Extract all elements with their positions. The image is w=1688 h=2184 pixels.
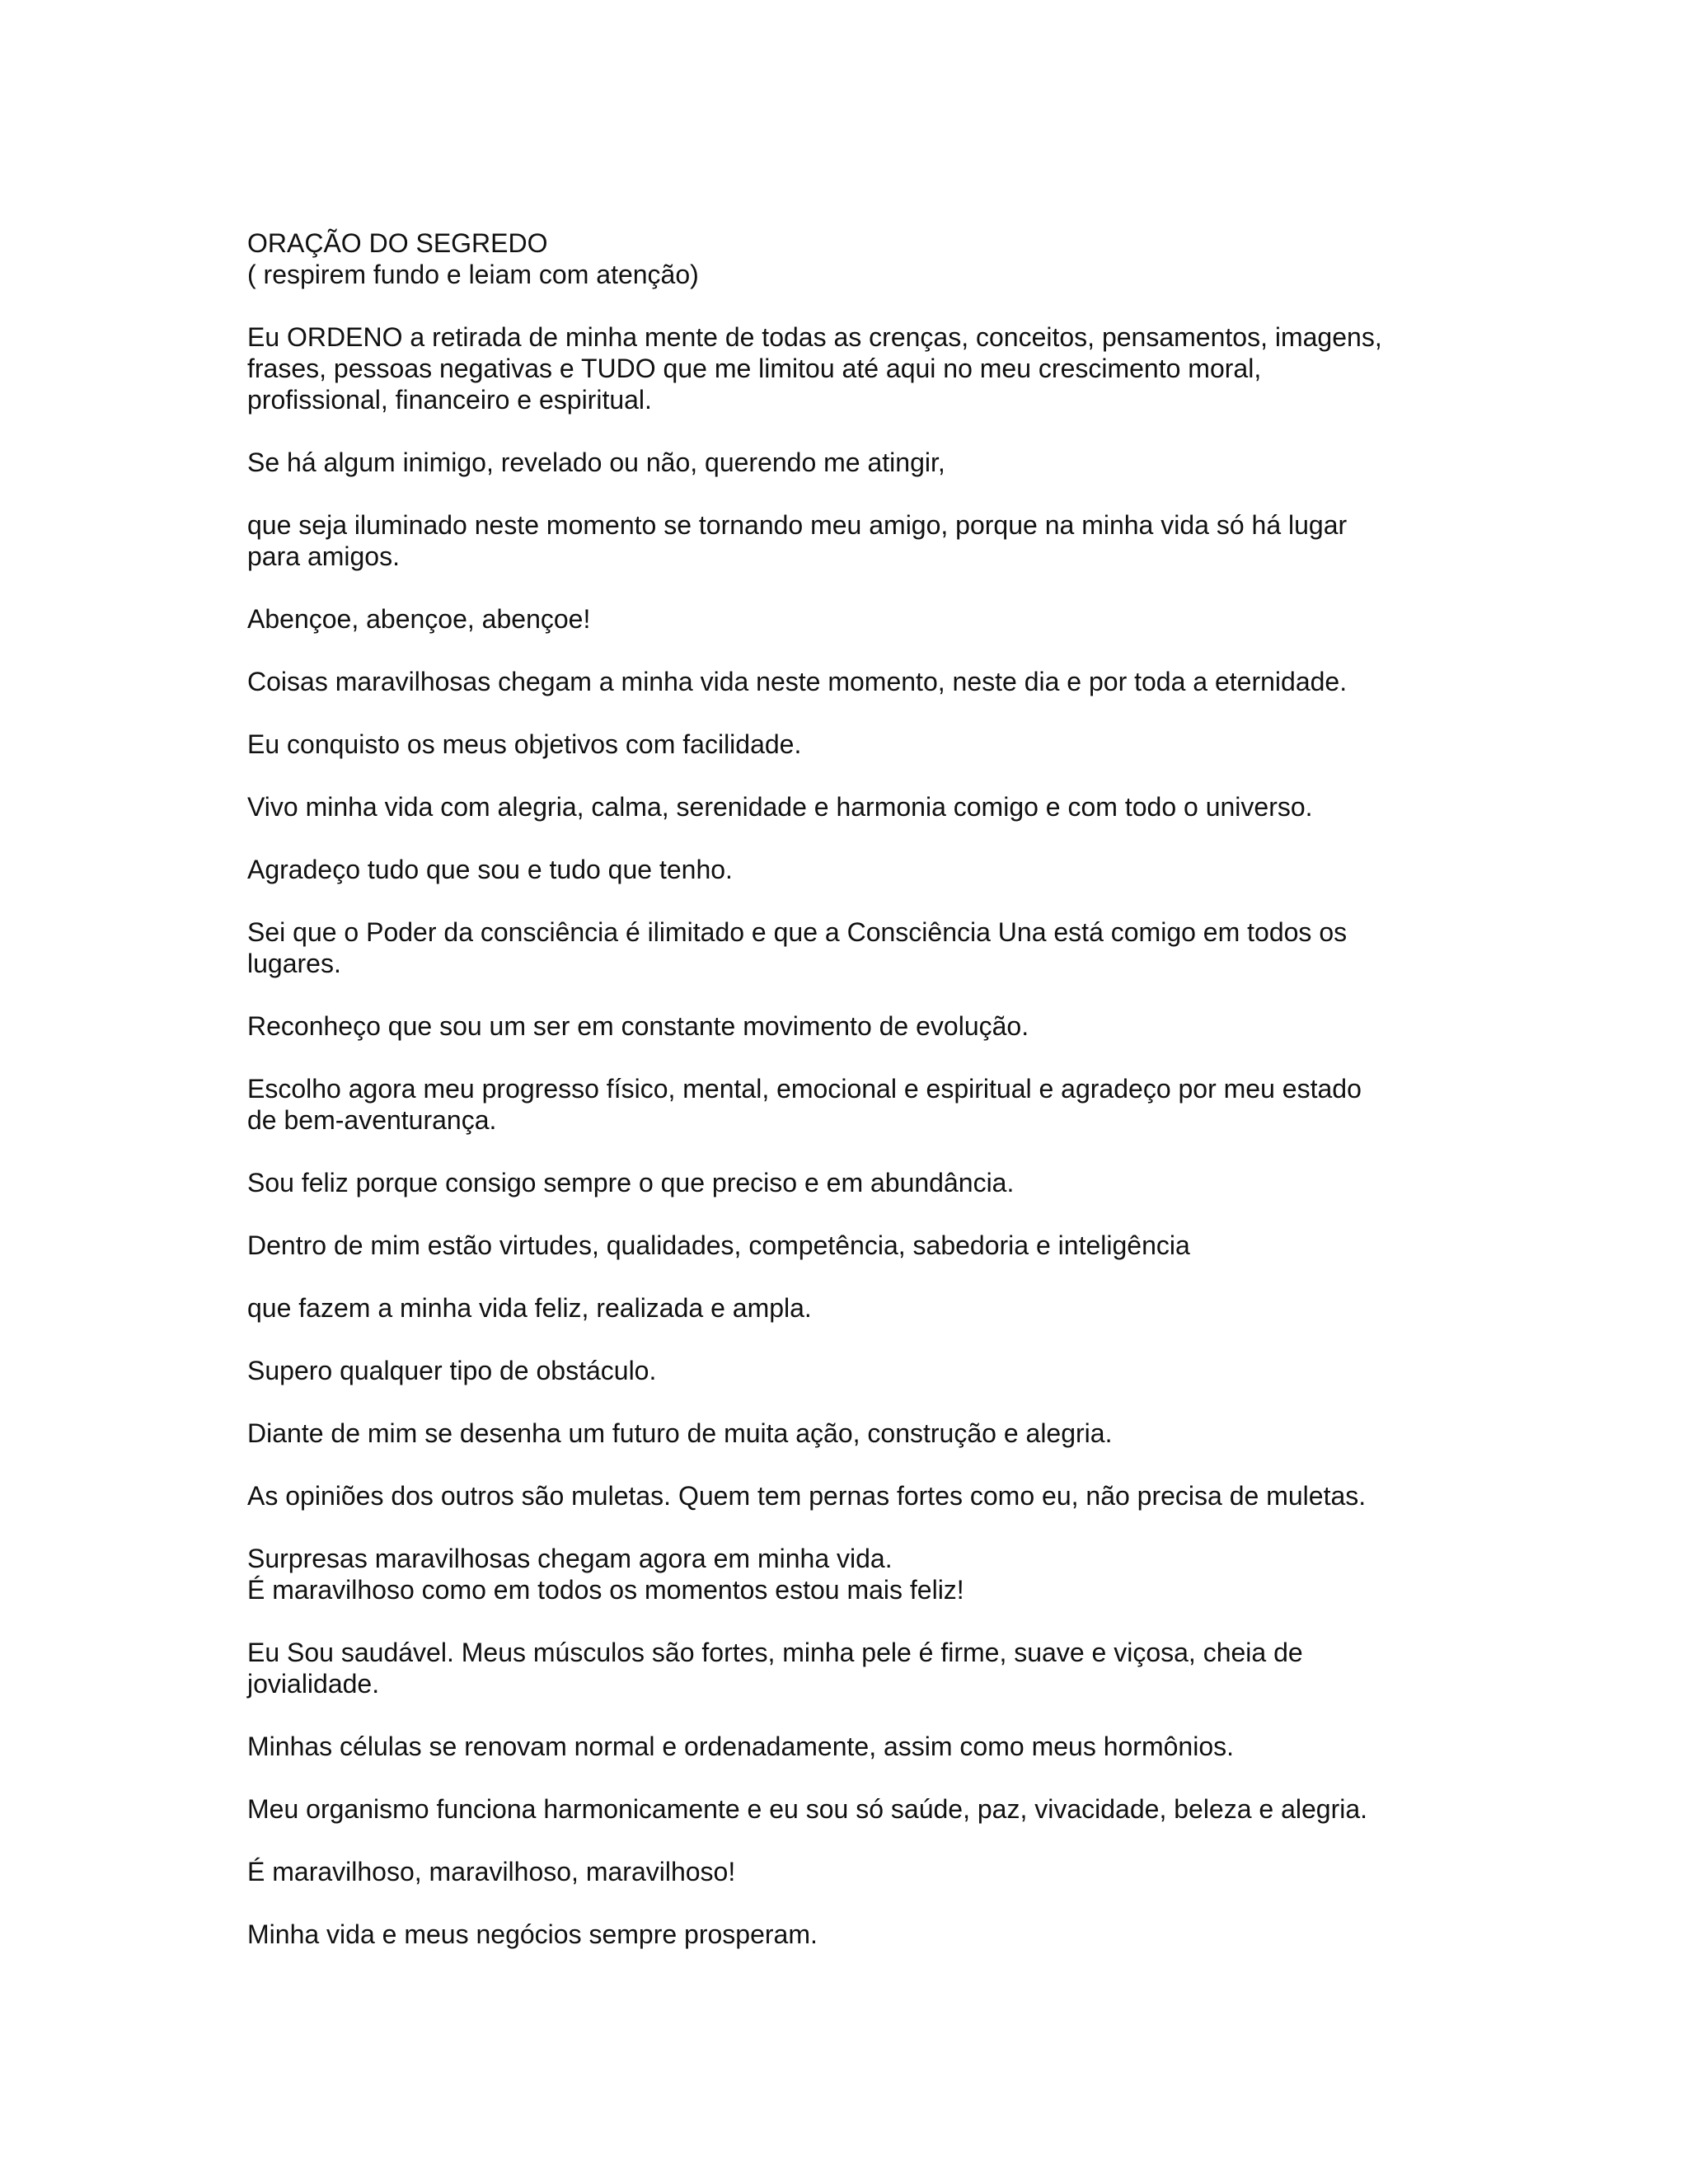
paragraph: Supero qualquer tipo de obstáculo. [247,1356,657,1385]
paragraph: Sou feliz porque consigo sempre o que preciso e em abundância. [247,1168,1015,1197]
paragraph: Minha vida e meus negócios sempre prosperam. [247,1919,818,1949]
paragraph: É maravilhoso, maravilhoso, maravilhoso! [247,1857,736,1886]
title-block [247,227,1451,290]
paragraph: Eu Sou saudável. Meus músculos são fortes, minha pele é firme, suave e viçosa, cheia de jovialidade. [247,1638,1303,1699]
paragraph: Coisas maravilhosas chegam a minha vida neste momento, neste dia e por toda a eternidade. [247,667,1348,696]
paragraph: Dentro de mim estão virtudes, qualidades, competência, sabedoria e inteligência [247,1230,1190,1260]
document-body [247,227,1451,1981]
paragraph: As opiniões dos outros são muletas. Quem tem pernas fortes como eu, não precisa de muletas. [247,1481,1367,1511]
paragraph: que fazem a minha vida feliz, realizada e ampla. [247,1293,812,1323]
paragraph: Vivo minha vida com alegria, calma, serenidade e harmonia comigo e com todo o universo. [247,792,1313,822]
paragraph: Escolho agora meu progresso físico, mental, emocional e espiritual e agradeço por meu estado de bem-aventurança. [247,1074,1362,1135]
paragraph: Se há algum inimigo, revelado ou não, querendo me atingir, [247,448,945,477]
paragraph: Abençoe, abençoe, abençoe! [247,604,591,634]
paragraph: Eu ORDENO a retirada de minha mente de todas as crenças, conceitos, pensamentos, imagens, frases, pessoas negativas e TUDO que me limitou até aqui no meu crescimento moral, profissional, financeiro e espiritual. [247,322,1382,415]
document-subtitle: ( respirem fundo e leiam com atenção) [247,260,699,289]
paragraph: Diante de mim se desenha um futuro de muita ação, construção e alegria. [247,1418,1113,1448]
document-title: ORAÇÃO DO SEGREDO [247,228,548,258]
paragraph: Reconheço que sou um ser em constante movimento de evolução. [247,1011,1029,1041]
paragraph: que seja iluminado neste momento se tornando meu amigo, porque na minha vida só há lugar para amigos. [247,510,1348,571]
paragraph-list [247,321,1451,1950]
paragraph: Surpresas maravilhosas chegam agora em minha vida. É maravilhoso como em todos os momentos estou mais feliz! [247,1544,964,1605]
paragraph: Sei que o Poder da consciência é ilimitado e que a Consciência Una está comigo em todos os lugares. [247,917,1348,978]
paragraph: Minhas células se renovam normal e ordenadamente, assim como meus hormônios. [247,1732,1234,1761]
paragraph: Agradeço tudo que sou e tudo que tenho. [247,855,733,884]
paragraph: Eu conquisto os meus objetivos com facilidade. [247,729,802,759]
paragraph: Meu organismo funciona harmonicamente e eu sou só saúde, paz, vivacidade, beleza e alegria. [247,1794,1368,1824]
